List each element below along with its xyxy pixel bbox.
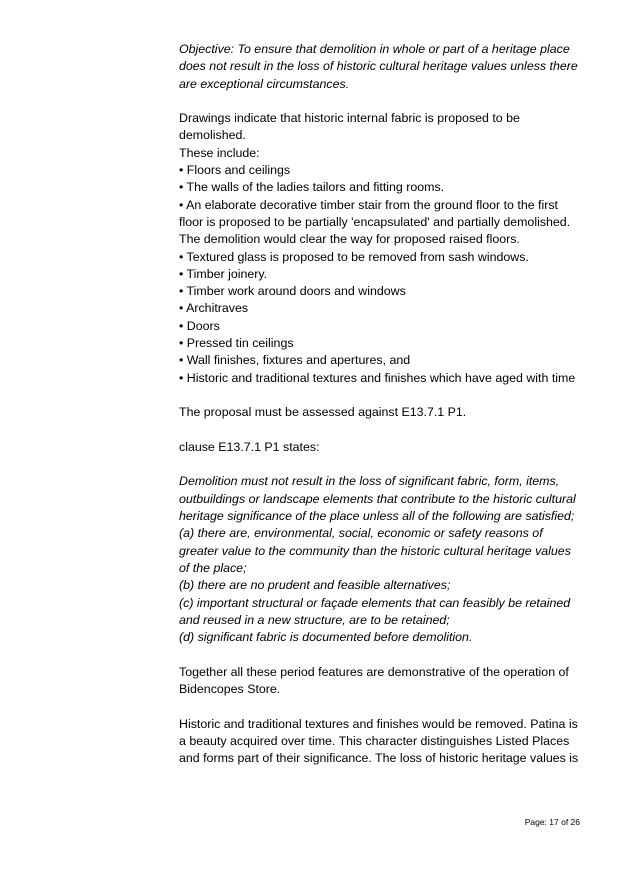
these-include-label: These include: xyxy=(179,145,260,160)
bullet-item: • Pressed tin ceilings xyxy=(179,336,294,351)
clause-condition: (a) there are, environmental, social, economic or safety reasons of greater value to the community than the historic cultural heritage values of the place; xyxy=(179,526,571,575)
document-body xyxy=(179,41,579,767)
objective-paragraph: Objective: To ensure that demolition in whole or part of a heritage place does not result in the loss of historic cultural heritage values unless there are exceptional circumstances. xyxy=(179,42,578,91)
clause-condition: (d) significant fabric is documented before demolition. xyxy=(179,630,473,645)
assessment-statement: The proposal must be assessed against E13.7.1 P1. xyxy=(179,405,467,420)
clause-condition: (c) important structural or façade elements that can feasibly be retained and reused in a new structure, are to be retained; xyxy=(179,595,571,627)
bullet-item: • The walls of the ladies tailors and fitting rooms. xyxy=(179,180,445,195)
bullet-item: • Architraves xyxy=(179,301,249,316)
bullet-item: • Timber joinery. xyxy=(179,266,268,281)
bullet-item: • Textured glass is proposed to be removed from sash windows. xyxy=(179,249,529,264)
bullet-item: • Timber work around doors and windows xyxy=(179,284,406,299)
drawings-intro: Drawings indicate that historic internal fabric is proposed to be demolished. xyxy=(179,111,520,143)
clause-intro: clause E13.7.1 P1 states: xyxy=(179,439,320,454)
patina-paragraph: Historic and traditional textures and finishes would be removed. Patina is a beauty acquired over time. This character distinguishes Listed Places and forms part of their significance. The loss of historic heritage values is xyxy=(179,716,579,766)
bullet-item: • Historic and traditional textures and finishes which have aged with time xyxy=(179,370,576,385)
clause-text: Demolition must not result in the loss of significant fabric, form, items, outbuildings or landscape elements that contribute to the historic cultural heritage significance of the place unless all of the following are satisfied; xyxy=(179,474,576,524)
bullet-item: • Wall finishes, fixtures and apertures, and xyxy=(179,353,411,368)
page-number: Page: 17 of 26 xyxy=(524,817,580,827)
together-paragraph: Together all these period features are demonstrative of the operation of Bidencopes Store. xyxy=(179,664,569,696)
bullet-item: • Doors xyxy=(179,318,220,333)
bullet-item: • Floors and ceilings xyxy=(179,163,291,178)
clause-condition: (b) there are no prudent and feasible alternatives; xyxy=(179,578,451,593)
bullet-item: • An elaborate decorative timber stair from the ground floor to the first floor is proposed to be partially 'encapsulated' and partially demolished. The demolition would clear the way for proposed raised floors. xyxy=(179,197,571,247)
